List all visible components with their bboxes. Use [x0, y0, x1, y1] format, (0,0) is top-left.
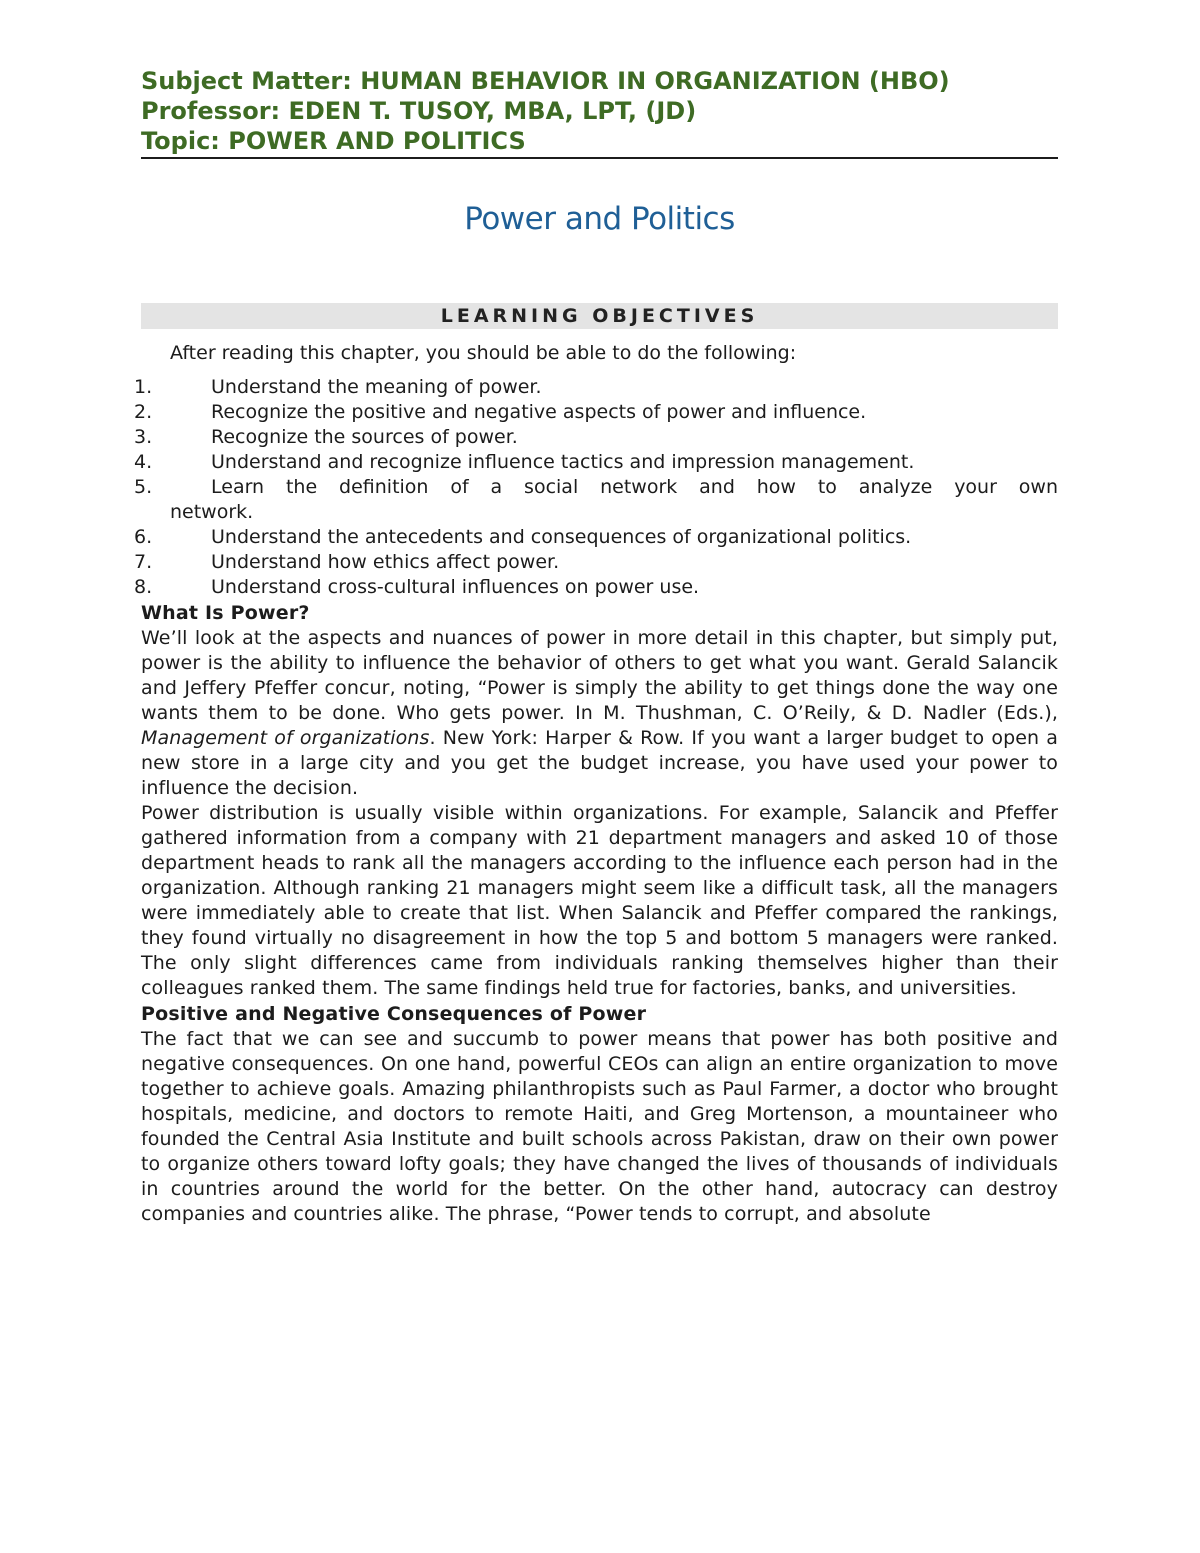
objective-item	[134, 425, 1058, 450]
paragraph-text: We’ll look at the aspects and nuances of power in more detail in this chapter, but simply put, power is the ability to influence the behavior of others to get what you want. Gerald Salancik and Jeffery Pfeffer concur, noting, “Power is simply the ability to get things done the way one wants them to be done. Who gets power. In M. Thushman, C. O’Reily, & D. Nadler (Eds.),	[141, 627, 1058, 724]
objective-number: 1.	[134, 376, 153, 398]
objective-text: Understand cross-cultural influences on power use.	[211, 576, 700, 598]
subject-line: Subject Matter: HUMAN BEHAVIOR IN ORGANIZATION (HBO)	[141, 67, 950, 95]
learning-objectives-heading: LEARNING OBJECTIVES	[141, 303, 1058, 329]
objective-text: Recognize the sources of power.	[211, 426, 518, 448]
objective-item	[134, 375, 1058, 400]
objective-text: Recognize the positive and negative aspects of power and influence.	[211, 401, 867, 423]
document-title: Power and Politics	[464, 201, 735, 237]
objective-text: Learn the definition of a social network and how to analyze your own	[211, 476, 1058, 498]
objective-number: 2.	[134, 401, 153, 423]
objective-text: Understand how ethics affect power.	[211, 551, 560, 573]
professor-line: Professor: EDEN T. TUSOY, MBA, LPT, (JD)	[141, 97, 697, 125]
body-paragraph: The fact that we can see and succumb to power means that power has both positive and negative consequences. On one hand, powerful CEOs can align an entire organization to move together to achieve goals. Amazing philanthropists such as Paul Farmer, a doctor who brought hospitals, medicine, and doctors to remote Haiti, and Greg Mortenson, a mountaineer who founded the Central Asia Institute and built schools across Pakistan, draw on their own power to organize others toward lofty goals; they have changed the lives of thousands of individuals in countries around the world for the better. On the other hand, autocracy can destroy companies and countries alike. The phrase, “Power tends to corrupt, and absolute	[141, 1028, 1058, 1225]
objective-text-continued: network.	[170, 501, 254, 523]
objectives-list	[134, 375, 1058, 600]
objective-item	[134, 450, 1058, 475]
paragraph-text: . New York: Harper & Row. If you want a larger budget to open a new store in a large city and you get the budget increase, you have used your power to influence the decision.	[141, 727, 1058, 799]
objective-item	[134, 475, 1058, 525]
objective-number: 3.	[134, 426, 153, 448]
header-divider	[141, 157, 1058, 159]
objective-number: 6.	[134, 526, 153, 548]
objectives-intro: After reading this chapter, you should be able to do the following:	[170, 342, 797, 364]
objective-item	[134, 550, 1058, 575]
objective-item	[134, 525, 1058, 550]
objective-number: 4.	[134, 451, 153, 473]
page-content	[134, 66, 1058, 1227]
objective-item	[134, 400, 1058, 425]
objective-text: Understand the meaning of power.	[211, 376, 542, 398]
body-paragraph: Power distribution is usually visible within organizations. For example, Salancik and Pfeffer gathered information from a company with 21 department managers and asked 10 of those department heads to rank all the managers according to the influence each person had in the organization. Although ranking 21 managers might seem like a difficult task, all the managers were immediately able to create that list. When Salancik and Pfeffer compared the rankings, they found virtually no disagreement in how the top 5 and bottom 5 managers were ranked. The only slight differences came from individuals ranking themselves higher than their colleagues ranked them. The same findings held true for factories, banks, and universities.	[141, 802, 1058, 999]
objective-item	[134, 575, 1058, 600]
objective-text: Understand and recognize influence tactics and impression management.	[211, 451, 915, 473]
objective-text: Understand the antecedents and consequences of organizational politics.	[211, 526, 912, 548]
topic-line: Topic: POWER AND POLITICS	[141, 127, 526, 155]
header-block	[141, 66, 1058, 159]
section-heading-what-is-power: What Is Power?	[141, 602, 310, 624]
objective-number: 5.	[134, 476, 153, 498]
objective-number: 8.	[134, 576, 153, 598]
section-heading-consequences: Positive and Negative Consequences of Power	[141, 1003, 647, 1025]
objective-number: 7.	[134, 551, 153, 573]
book-title: Management of organizations	[141, 727, 430, 749]
body-paragraph	[141, 626, 1058, 801]
